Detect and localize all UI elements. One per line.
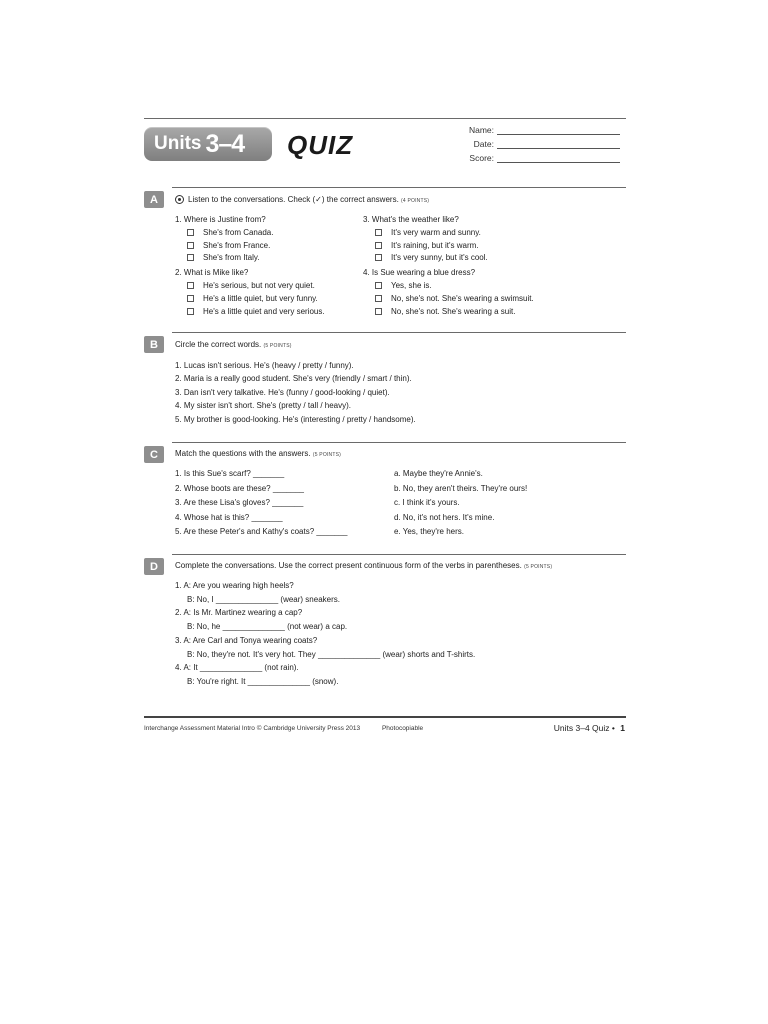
score-label: Score: <box>469 153 494 163</box>
page-number: 1 <box>620 723 625 733</box>
a-question-2: 2. What is Mike like? <box>175 268 249 277</box>
checkbox[interactable] <box>375 229 382 236</box>
c-question-4: 4. Whose hat is this? _______ <box>175 513 283 522</box>
a-q2-option-2[interactable] <box>187 294 318 303</box>
option-label: Yes, she is. <box>391 281 432 290</box>
copyright-text: Interchange Assessment Material Intro © Cambridge University Press 2013 <box>144 725 361 732</box>
c-question-3: 3. Are these Lisa's gloves? _______ <box>175 498 304 507</box>
a-q1-option-3[interactable] <box>187 253 260 262</box>
d-line-2a: 2. A: Is Mr. Martinez wearing a cap? <box>175 608 303 617</box>
section-b-points: (5 POINTS) <box>263 343 292 349</box>
a-q4-option-2[interactable] <box>375 294 534 303</box>
name-label: Name: <box>468 125 494 135</box>
d-line-3a: 3. A: Are Carl and Tonya wearing coats? <box>175 636 318 645</box>
section-c-rule <box>172 442 626 443</box>
d-line-4b: B: You're right. It ______________ (snow). <box>187 677 339 686</box>
a-q1-option-1[interactable] <box>187 228 273 237</box>
date-blank <box>497 140 620 149</box>
section-b-instruction <box>175 340 292 349</box>
checkbox[interactable] <box>375 242 382 249</box>
c-answer-d: d. No, it's not hers. It's mine. <box>394 513 495 522</box>
b-item-5: 5. My brother is good-looking. He's (interesting / pretty / handsome). <box>175 415 416 424</box>
checkbox[interactable] <box>187 254 194 261</box>
c-question-1: 1. Is this Sue's scarf? _______ <box>175 469 285 478</box>
footer-page-label <box>554 723 625 733</box>
section-d-rule <box>172 554 626 555</box>
checkbox[interactable] <box>375 282 382 289</box>
section-a-rule <box>172 187 626 188</box>
section-c-instruction <box>175 449 341 458</box>
section-d-instruction-text: Complete the conversations. Use the correct present continuous form of the verbs in parentheses. <box>175 561 522 570</box>
section-b-rule <box>172 332 626 333</box>
a-question-3: 3. What's the weather like? <box>363 215 459 224</box>
c-answer-e: e. Yes, they're hers. <box>394 527 465 536</box>
score-line <box>440 153 620 163</box>
section-d-instruction <box>175 561 552 570</box>
a-q4-option-3[interactable] <box>375 307 515 316</box>
checkbox[interactable] <box>187 242 194 249</box>
section-c-instruction-text: Match the questions with the answers. <box>175 449 311 458</box>
a-question-1: 1. Where is Justine from? <box>175 215 266 224</box>
units-word: Units <box>154 133 202 154</box>
a-question-4: 4. Is Sue wearing a blue dress? <box>363 268 476 277</box>
b-item-4: 4. My sister isn't short. She's (pretty / tall / heavy). <box>175 401 351 410</box>
footer-rule <box>144 716 626 718</box>
section-a-instruction-text: Listen to the conversations. Check (✓) the correct answers. <box>188 195 399 204</box>
date-line <box>440 139 620 149</box>
checkbox[interactable] <box>375 254 382 261</box>
d-line-1a: 1. A: Are you wearing high heels? <box>175 581 294 590</box>
b-item-3: 3. Dan isn't very talkative. He's (funny / good-looking / quiet). <box>175 388 390 397</box>
audio-icon <box>175 195 184 204</box>
a-q1-option-2[interactable] <box>187 241 270 250</box>
quiz-title: QUIZ <box>287 130 354 160</box>
checkbox[interactable] <box>187 295 194 302</box>
checkbox[interactable] <box>187 308 194 315</box>
option-label: It's raining, but it's warm. <box>391 241 479 250</box>
d-line-2b: B: No, he ______________ (not wear) a cap. <box>187 622 348 631</box>
units-badge <box>144 127 272 161</box>
b-item-2: 2. Maria is a really good student. She's very (friendly / smart / thin). <box>175 374 412 383</box>
photocopiable-label: Photocopiable <box>381 725 424 732</box>
checkbox[interactable] <box>187 282 194 289</box>
section-c-points: (5 POINTS) <box>312 452 341 458</box>
d-line-3b: B: No, they're not. It's very hot. They ______________ (wear) shorts and T-shirts. <box>187 650 476 659</box>
a-q2-option-3[interactable] <box>187 307 325 316</box>
score-blank <box>497 154 620 163</box>
a-q2-option-1[interactable] <box>187 281 315 290</box>
d-line-1b: B: No, I ______________ (wear) sneakers. <box>187 595 340 604</box>
top-rule <box>144 118 626 119</box>
option-label: He's a little quiet and very serious. <box>203 307 325 316</box>
option-label: She's from Canada. <box>203 228 274 237</box>
c-question-2: 2. Whose boots are these? _______ <box>175 484 304 493</box>
section-a-instruction <box>175 195 429 204</box>
c-question-5: 5. Are these Peter's and Kathy's coats? _______ <box>175 527 348 536</box>
section-b-badge: B <box>144 336 164 353</box>
b-item-1: 1. Lucas isn't serious. He's (heavy / pretty / funny). <box>175 361 354 370</box>
option-label: It's very warm and sunny. <box>391 228 481 237</box>
date-label: Date: <box>473 139 494 149</box>
option-label: He's a little quiet, but very funny. <box>203 294 318 303</box>
option-label: She's from France. <box>203 241 271 250</box>
section-b-instruction-text: Circle the correct words. <box>175 340 262 349</box>
section-a-badge: A <box>144 191 164 208</box>
separator: • <box>611 723 615 733</box>
name-line <box>440 125 620 135</box>
a-q4-option-1[interactable] <box>375 281 432 290</box>
checkbox[interactable] <box>375 308 382 315</box>
option-label: She's from Italy. <box>203 253 260 262</box>
c-answer-a: a. Maybe they're Annie's. <box>394 469 483 478</box>
section-d-badge: D <box>144 558 164 575</box>
name-blank <box>497 126 620 135</box>
c-answer-c: c. I think it's yours. <box>394 498 460 507</box>
c-answer-b: b. No, they aren't theirs. They're ours! <box>394 484 528 493</box>
units-number: 3–4 <box>205 129 245 158</box>
a-q3-option-2[interactable] <box>375 241 479 250</box>
a-q3-option-3[interactable] <box>375 253 488 262</box>
footer-copyright <box>144 725 423 732</box>
a-q3-option-1[interactable] <box>375 228 481 237</box>
option-label: No, she's not. She's wearing a swimsuit. <box>391 294 534 303</box>
section-d-points: (5 POINTS) <box>524 564 553 570</box>
option-label: He's serious, but not very quiet. <box>203 281 315 290</box>
checkbox[interactable] <box>375 295 382 302</box>
option-label: It's very sunny, but it's cool. <box>391 253 488 262</box>
section-a-points: (4 POINTS) <box>401 198 430 204</box>
checkbox[interactable] <box>187 229 194 236</box>
option-label: No, she's not. She's wearing a suit. <box>391 307 516 316</box>
quiz-label: Units 3–4 Quiz <box>553 723 610 733</box>
d-line-4a: 4. A: It ______________ (not rain). <box>175 663 299 672</box>
section-c-badge: C <box>144 446 164 463</box>
